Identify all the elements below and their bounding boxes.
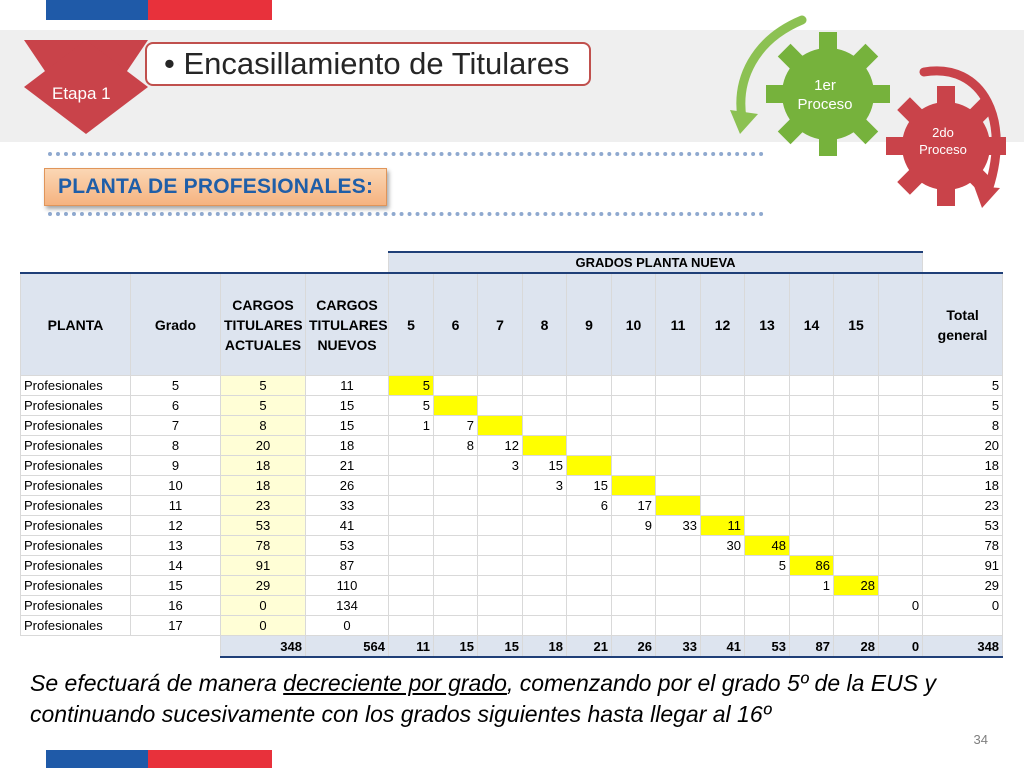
col-header-grade: 9 (567, 273, 612, 376)
row-grade-cell (523, 616, 567, 636)
row-total (923, 616, 1003, 636)
row-grade-cell (567, 516, 612, 536)
note-part1: Se efectuará de manera (30, 670, 284, 696)
row-grade-cell (478, 376, 523, 396)
row-grade-cell (879, 436, 923, 456)
row-grade-cell (656, 536, 701, 556)
row-grade-cell (701, 416, 745, 436)
row-grade-cell: 30 (701, 536, 745, 556)
row-nuevos: 15 (306, 396, 389, 416)
row-nuevos: 26 (306, 476, 389, 496)
row-grade-cell: 3 (478, 456, 523, 476)
row-grade-cell (478, 496, 523, 516)
row-grade-cell (478, 616, 523, 636)
row-grade-cell (567, 376, 612, 396)
row-nuevos: 18 (306, 436, 389, 456)
row-grade-cell (567, 556, 612, 576)
flag-stripe-red-top (148, 0, 272, 20)
row-planta: Profesionales (21, 436, 131, 456)
row-grade-cell (745, 416, 790, 436)
col-header-grade: 10 (612, 273, 656, 376)
row-grade-cell (879, 396, 923, 416)
row-grade-cell (701, 556, 745, 576)
row-grade-cell (701, 376, 745, 396)
divider-bottom (48, 212, 764, 216)
explanatory-note (30, 668, 990, 730)
col-header-grade: 15 (834, 273, 879, 376)
table-row (21, 496, 1003, 516)
row-grade-cell: 1 (790, 576, 834, 596)
row-grade-cell (389, 596, 434, 616)
row-grade-cell (834, 476, 879, 496)
table-row (21, 476, 1003, 496)
row-actuales: 5 (221, 376, 306, 396)
col-header-grado: Grado (131, 273, 221, 376)
row-planta: Profesionales (21, 416, 131, 436)
row-grade-cell (701, 576, 745, 596)
table-row (21, 616, 1003, 636)
process-cycle-graphic (724, 10, 1024, 210)
row-planta: Profesionales (21, 556, 131, 576)
row-grade-cell (745, 396, 790, 416)
blank-cell (131, 636, 221, 658)
row-grade-cell (612, 436, 656, 456)
row-nuevos: 134 (306, 596, 389, 616)
row-nuevos: 0 (306, 616, 389, 636)
row-grade-cell (745, 436, 790, 456)
row-grade-cell (567, 436, 612, 456)
row-grade-cell (523, 516, 567, 536)
row-grade-cell (701, 496, 745, 516)
row-actuales: 5 (221, 396, 306, 416)
row-grado: 5 (131, 376, 221, 396)
row-grade-cell (612, 596, 656, 616)
row-grade-cell: 3 (523, 476, 567, 496)
row-total: 5 (923, 376, 1003, 396)
group-header-row (21, 252, 1003, 273)
table-row (21, 396, 1003, 416)
row-grade-cell (879, 576, 923, 596)
row-grade-cell (834, 436, 879, 456)
col-header-grade: 12 (701, 273, 745, 376)
row-grade-cell (434, 576, 478, 596)
process2-label: 2do Proceso (919, 125, 967, 157)
row-grade-cell (389, 616, 434, 636)
row-grade-cell (656, 496, 701, 516)
total-actuales: 348 (221, 636, 306, 658)
row-grade-cell (656, 456, 701, 476)
row-grade-cell (834, 556, 879, 576)
row-grado: 7 (131, 416, 221, 436)
total-grade-cell: 15 (434, 636, 478, 658)
row-grade-cell (434, 556, 478, 576)
table-row (21, 596, 1003, 616)
row-planta: Profesionales (21, 456, 131, 476)
row-grade-cell (701, 616, 745, 636)
row-total: 23 (923, 496, 1003, 516)
total-grade-cell: 21 (567, 636, 612, 658)
row-grade-cell (434, 616, 478, 636)
row-grade-cell (523, 536, 567, 556)
table-row (21, 416, 1003, 436)
stage-label: Etapa 1 (52, 84, 111, 103)
row-grade-cell (656, 376, 701, 396)
row-grade-cell (612, 576, 656, 596)
row-grade-cell (701, 436, 745, 456)
row-total: 20 (923, 436, 1003, 456)
col-header-grade: 7 (478, 273, 523, 376)
row-grade-cell (790, 436, 834, 456)
row-actuales: 53 (221, 516, 306, 536)
row-grade-cell (567, 596, 612, 616)
col-header-grade: 8 (523, 273, 567, 376)
note-part2: , comenzando por el grado 5º de la EUS y continuando sucesivamente con los grados siguientes hasta llegar al 16º (30, 670, 936, 727)
row-grade-cell (745, 496, 790, 516)
row-grade-cell (790, 496, 834, 516)
row-grade-cell (567, 456, 612, 476)
col-header-blank (879, 273, 923, 376)
row-grade-cell (745, 456, 790, 476)
row-grade-cell: 15 (567, 476, 612, 496)
row-planta: Profesionales (21, 496, 131, 516)
table-row (21, 436, 1003, 456)
row-grade-cell (834, 416, 879, 436)
row-grade-cell (567, 396, 612, 416)
total-grade-cell: 53 (745, 636, 790, 658)
row-planta: Profesionales (21, 376, 131, 396)
row-grade-cell (790, 476, 834, 496)
row-grade-cell (879, 516, 923, 536)
row-grade-cell (879, 556, 923, 576)
row-grade-cell (478, 516, 523, 536)
row-grade-cell (879, 456, 923, 476)
row-total: 0 (923, 596, 1003, 616)
row-grade-cell (523, 436, 567, 456)
col-header-total: Total general (923, 273, 1003, 376)
row-grade-cell (434, 596, 478, 616)
row-grado: 16 (131, 596, 221, 616)
row-grade-cell (790, 616, 834, 636)
row-grade-cell (612, 476, 656, 496)
row-actuales: 18 (221, 476, 306, 496)
row-grade-cell (656, 416, 701, 436)
row-planta: Profesionales (21, 476, 131, 496)
col-header-grade: 13 (745, 273, 790, 376)
total-grade-cell: 18 (523, 636, 567, 658)
table-row (21, 536, 1003, 556)
row-grade-cell (834, 496, 879, 516)
row-grade-cell (523, 556, 567, 576)
row-grade-cell (478, 596, 523, 616)
row-grade-cell (523, 416, 567, 436)
row-grade-cell (834, 456, 879, 476)
row-grade-cell (790, 456, 834, 476)
row-grade-cell (879, 536, 923, 556)
row-total: 18 (923, 476, 1003, 496)
col-header-grade: 6 (434, 273, 478, 376)
row-grade-cell (612, 616, 656, 636)
row-actuales: 8 (221, 416, 306, 436)
row-actuales: 78 (221, 536, 306, 556)
row-grade-cell (745, 616, 790, 636)
divider-top (48, 152, 764, 156)
row-grade-cell (478, 416, 523, 436)
total-nuevos: 564 (306, 636, 389, 658)
row-planta: Profesionales (21, 536, 131, 556)
row-grade-cell (701, 476, 745, 496)
total-grade-cell: 26 (612, 636, 656, 658)
row-planta: Profesionales (21, 396, 131, 416)
row-actuales: 0 (221, 616, 306, 636)
total-grade-cell: 0 (879, 636, 923, 658)
row-total: 53 (923, 516, 1003, 536)
row-grade-cell (612, 556, 656, 576)
row-grade-cell (745, 596, 790, 616)
total-grade-cell: 41 (701, 636, 745, 658)
row-planta: Profesionales (21, 576, 131, 596)
table-row (21, 516, 1003, 536)
row-grade-cell (879, 496, 923, 516)
total-grade-cell: 11 (389, 636, 434, 658)
row-grade-cell (567, 416, 612, 436)
row-actuales: 91 (221, 556, 306, 576)
row-actuales: 18 (221, 456, 306, 476)
row-grade-cell (745, 476, 790, 496)
row-grade-cell (389, 516, 434, 536)
row-grade-cell: 12 (478, 436, 523, 456)
row-grade-cell (790, 596, 834, 616)
section-label: PLANTA DE PROFESIONALES: (58, 175, 374, 198)
row-grade-cell (478, 556, 523, 576)
flag-stripe-blue-top (46, 0, 148, 20)
col-header-grade: 11 (656, 273, 701, 376)
row-grade-cell: 86 (790, 556, 834, 576)
process1-label: 1er Proceso (797, 77, 853, 113)
row-grade-cell (434, 496, 478, 516)
row-grade-cell (879, 376, 923, 396)
row-total: 78 (923, 536, 1003, 556)
flag-stripe-blue-bottom (46, 750, 148, 768)
row-grade-cell (701, 396, 745, 416)
row-grado: 9 (131, 456, 221, 476)
row-total: 91 (923, 556, 1003, 576)
row-grade-cell (656, 576, 701, 596)
row-grade-cell (434, 536, 478, 556)
row-grade-cell (834, 396, 879, 416)
page-title: • Encasillamiento de Titulares (164, 46, 570, 81)
row-grade-cell (612, 416, 656, 436)
row-grade-cell (478, 536, 523, 556)
row-grade-cell: 6 (567, 496, 612, 516)
col-header-nuevos: CARGOS TITULARES NUEVOS (306, 273, 389, 376)
row-planta: Profesionales (21, 616, 131, 636)
row-grade-cell (834, 376, 879, 396)
row-grade-cell (701, 456, 745, 476)
row-nuevos: 33 (306, 496, 389, 516)
grades-table (20, 251, 1003, 658)
row-grade-cell (523, 596, 567, 616)
row-grade-cell (879, 476, 923, 496)
row-grado: 10 (131, 476, 221, 496)
row-grade-cell (478, 476, 523, 496)
table-body (21, 376, 1003, 636)
row-grade-cell (701, 596, 745, 616)
row-grade-cell (790, 416, 834, 436)
row-grade-cell (523, 496, 567, 516)
row-grade-cell (389, 556, 434, 576)
row-grade-cell (567, 576, 612, 596)
row-grado: 8 (131, 436, 221, 456)
row-grade-cell (656, 436, 701, 456)
row-grade-cell: 11 (701, 516, 745, 536)
row-grade-cell: 33 (656, 516, 701, 536)
row-grade-cell (834, 616, 879, 636)
totals-row (21, 636, 1003, 658)
row-actuales: 0 (221, 596, 306, 616)
row-grade-cell (567, 616, 612, 636)
row-grade-cell (434, 376, 478, 396)
row-nuevos: 53 (306, 536, 389, 556)
row-grade-cell (389, 576, 434, 596)
row-grade-cell (612, 536, 656, 556)
row-nuevos: 11 (306, 376, 389, 396)
row-grade-cell (389, 456, 434, 476)
row-grade-cell (745, 516, 790, 536)
row-grade-cell (879, 616, 923, 636)
row-grade-cell (790, 396, 834, 416)
row-total: 5 (923, 396, 1003, 416)
row-grade-cell: 5 (389, 376, 434, 396)
row-nuevos: 21 (306, 456, 389, 476)
row-total: 8 (923, 416, 1003, 436)
row-grade-cell (834, 516, 879, 536)
table-row (21, 556, 1003, 576)
row-grade-cell (612, 456, 656, 476)
row-planta: Profesionales (21, 516, 131, 536)
row-grade-cell (656, 476, 701, 496)
blank-cell (21, 252, 389, 273)
row-actuales: 29 (221, 576, 306, 596)
row-grade-cell: 0 (879, 596, 923, 616)
row-grade-cell: 5 (745, 556, 790, 576)
row-grade-cell: 28 (834, 576, 879, 596)
row-grade-cell: 48 (745, 536, 790, 556)
row-grade-cell (790, 536, 834, 556)
row-grade-cell: 1 (389, 416, 434, 436)
row-grade-cell (656, 596, 701, 616)
row-grade-cell (612, 396, 656, 416)
row-nuevos: 41 (306, 516, 389, 536)
row-planta: Profesionales (21, 596, 131, 616)
row-grade-cell: 7 (434, 416, 478, 436)
row-grade-cell (389, 476, 434, 496)
row-grado: 17 (131, 616, 221, 636)
row-grade-cell (434, 516, 478, 536)
row-grade-cell (790, 516, 834, 536)
row-grade-cell (834, 536, 879, 556)
blank-cell (21, 636, 131, 658)
col-header-planta: PLANTA (21, 273, 131, 376)
row-grade-cell (745, 576, 790, 596)
row-grado: 12 (131, 516, 221, 536)
row-grade-cell (523, 376, 567, 396)
row-grade-cell (879, 416, 923, 436)
row-grade-cell (389, 536, 434, 556)
group-header: GRADOS PLANTA NUEVA (389, 252, 923, 273)
total-grade-cell: 87 (790, 636, 834, 658)
row-grade-cell (434, 396, 478, 416)
row-grade-cell (389, 436, 434, 456)
blank-cell (923, 252, 1003, 273)
row-grade-cell: 5 (389, 396, 434, 416)
row-grade-cell (656, 396, 701, 416)
total-grade-cell: 33 (656, 636, 701, 658)
col-header-actuales: CARGOS TITULARES ACTUALES (221, 273, 306, 376)
total-grade-cell: 28 (834, 636, 879, 658)
row-grade-cell (434, 456, 478, 476)
col-header-grade: 5 (389, 273, 434, 376)
row-grade-cell (656, 556, 701, 576)
row-grade-cell: 9 (612, 516, 656, 536)
row-grade-cell (434, 476, 478, 496)
row-grade-cell (478, 576, 523, 596)
row-actuales: 20 (221, 436, 306, 456)
row-grade-cell (523, 576, 567, 596)
row-total: 29 (923, 576, 1003, 596)
row-grade-cell (478, 396, 523, 416)
grand-total: 348 (923, 636, 1003, 658)
total-grade-cell: 15 (478, 636, 523, 658)
page-number: 34 (973, 732, 988, 747)
row-grade-cell (834, 596, 879, 616)
row-grade-cell (656, 616, 701, 636)
row-nuevos: 15 (306, 416, 389, 436)
note-underlined: decreciente por grado (283, 670, 507, 696)
column-header-row (21, 273, 1003, 376)
table-row (21, 576, 1003, 596)
row-grado: 15 (131, 576, 221, 596)
row-grade-cell (745, 376, 790, 396)
row-grade-cell (612, 376, 656, 396)
row-nuevos: 87 (306, 556, 389, 576)
row-grado: 6 (131, 396, 221, 416)
row-grade-cell: 17 (612, 496, 656, 516)
table-row (21, 456, 1003, 476)
row-nuevos: 110 (306, 576, 389, 596)
row-grade-cell: 15 (523, 456, 567, 476)
row-grado: 13 (131, 536, 221, 556)
col-header-grade: 14 (790, 273, 834, 376)
row-grade-cell (523, 396, 567, 416)
table-row (21, 376, 1003, 396)
row-grade-cell (790, 376, 834, 396)
row-grado: 11 (131, 496, 221, 516)
flag-stripe-red-bottom (148, 750, 272, 768)
row-grade-cell: 8 (434, 436, 478, 456)
row-grade-cell (567, 536, 612, 556)
row-total: 18 (923, 456, 1003, 476)
row-grado: 14 (131, 556, 221, 576)
row-actuales: 23 (221, 496, 306, 516)
row-grade-cell (389, 496, 434, 516)
